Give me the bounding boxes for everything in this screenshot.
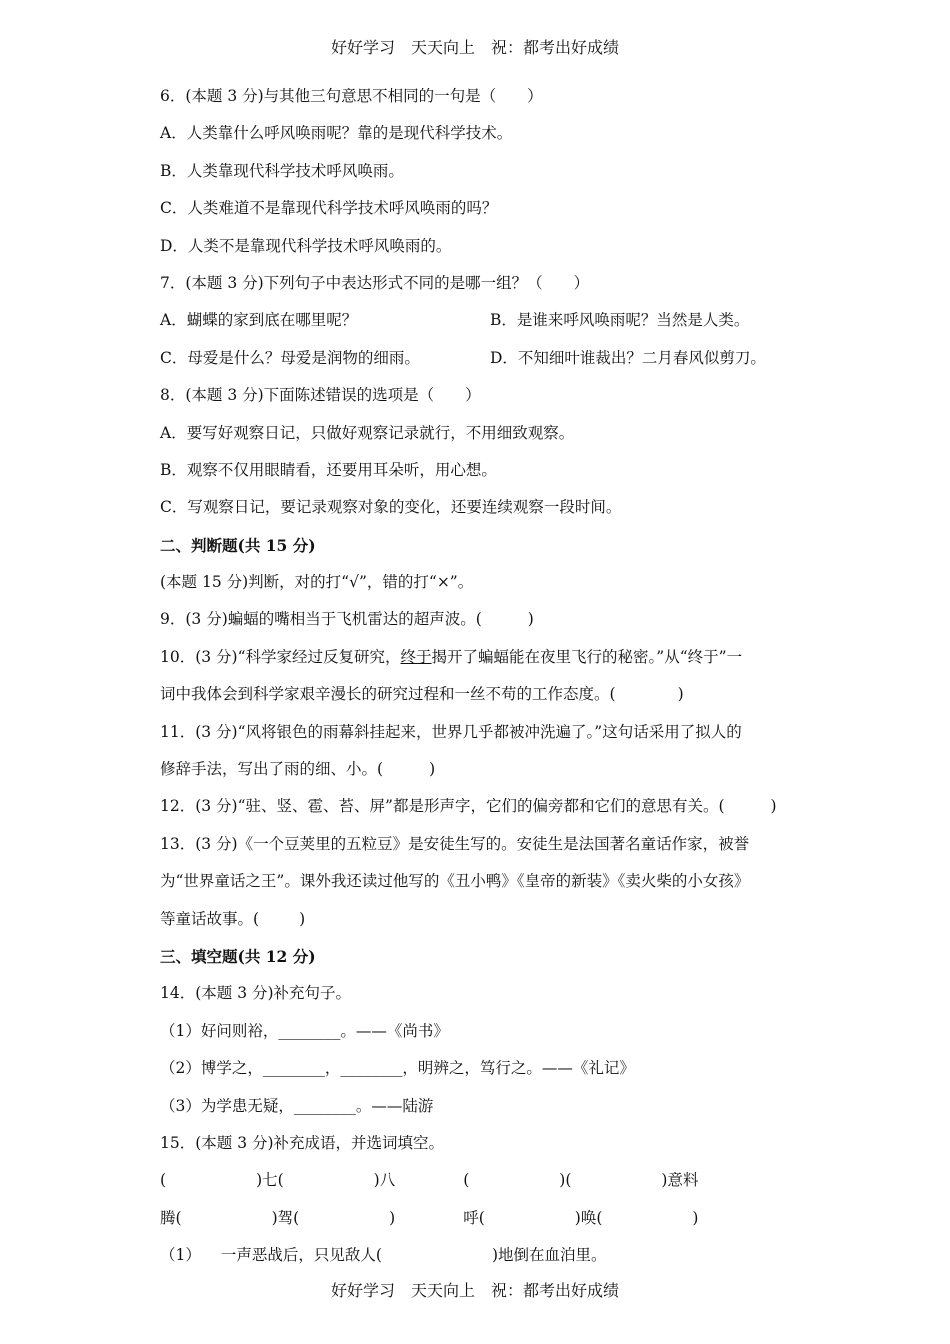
idiom-fragment: )唤( [574,1208,603,1227]
q14-item-1: （1）好问则裕，________。——《尚书》 [160,1021,449,1040]
q9-text: 9．(3 分)蝙蝠的嘴相当于飞机雷达的超声波。( [160,610,482,629]
q7-stem: 7．(本题 3 分)下列句子中表达形式不同的是哪一组？（ ） [160,273,590,292]
q15-item-1 [160,1237,820,1274]
idiom-fragment: )意料 [661,1171,699,1190]
section2-intro: (本题 15 分)判断，对的打“√”，错的打“×”。 [160,573,474,592]
q10-text-pre: 10．(3 分)“科学家经过反复研究， [160,647,401,666]
q6-option-b: B．人类靠现代科学技术呼风唤雨。 [160,161,404,180]
q15-item-1-text-post: )地倒在血泊里。 [491,1246,607,1265]
idiom-fragment: ) [692,1208,699,1227]
q7-option-d: D．不知细叶谁裁出？二月春风似剪刀。 [490,348,766,367]
q8-option-b: B．观察不仅用眼睛看，还要用耳朵听，用心想。 [160,460,497,479]
q11-text-line2: 修辞手法，写出了雨的细、小。( [160,760,384,779]
idiom-fragment: )七( [256,1171,284,1190]
q10-paren-close: ) [677,685,684,704]
q7-options-row2 [160,340,820,377]
q14-item-2: （2）博学之，________，________，明辨之，笃行之。——《礼记》 [160,1059,635,1078]
q10-line1 [160,639,820,676]
q11-paren-close: ) [429,760,436,779]
q15-item-1-label: （1） [160,1246,201,1265]
idiom-fragment: )八 [373,1171,396,1190]
q7-options-row1 [160,302,820,339]
q12-paren-close: ) [770,797,777,816]
q13-line3 [160,901,820,938]
q15-item-1-text-pre: 一声恶战后，只见敌人( [220,1246,382,1265]
q12-text: 12．(3 分)“驻、竖、雹、苔、屏”都是形声字，它们的偏旁都和它们的意思有关。( [160,797,725,816]
idiom-fragment: 腾( [160,1208,182,1227]
q7-option-b: B．是谁来呼风唤雨呢？当然是人类。 [490,311,750,330]
idiom-row-1 [160,1162,820,1199]
q11-line1: 11．(3 分)“风将银色的雨幕斜挂起来，世界几乎都被冲洗遍了。”这句话采用了拟人的 [160,722,742,741]
idiom-fragment: )( [559,1171,572,1190]
idiom-fragment: ( [463,1171,470,1190]
q8-option-a: A．要写好观察日记，只做好观察记录就行，不用细致观察。 [160,423,575,442]
q12 [160,788,820,825]
idiom-fragment: ) [389,1208,396,1227]
q6-option-a: A．人类靠什么呼风唤雨呢？靠的是现代科学技术。 [160,124,513,143]
q13-paren-close: ) [299,909,306,928]
q13-text-line3: 等童话故事。( [160,909,260,928]
q10-underlined-word: 终于 [400,647,432,666]
q7-option-c: C．母爱是什么？母爱是润物的细雨。 [160,348,420,367]
q10-line2 [160,676,820,713]
idiom-fragment: ( [160,1171,167,1190]
document-body [160,78,820,1275]
section2-title: 二、判断题(共 15 分) [160,535,316,555]
q14-stem: 14．(本题 3 分)补充句子。 [160,984,352,1003]
q6-option-d: D．人类不是靠现代科学技术呼风唤雨的。 [160,236,452,255]
q14-item-3: （3）为学患无疑，________。——陆游 [160,1096,434,1115]
q11-line2 [160,751,820,788]
q7-option-a: A．蝴蝶的家到底在哪里呢？ [160,311,358,330]
idiom-row-2 [160,1200,820,1237]
q10-text-post: 揭开了蝙蝠能在夜里飞行的秘密。”从“终于”一 [431,647,743,666]
q8-option-c: C．写观察日记，要记录观察对象的变化，还要连续观察一段时间。 [160,498,622,517]
q9-paren-close: ) [527,610,534,629]
page-footer: 好好学习 天天向上 祝：都考出好成绩 [330,1281,619,1300]
q13-line2: 为“世界童话之王”。课外我还读过他写的《丑小鸭》《皇帝的新装》《卖火柴的小女孩》 [160,872,750,891]
q8-stem: 8．(本题 3 分)下面陈述错误的选项是（ ） [160,386,481,405]
q9 [160,601,820,638]
q6-stem: 6．(本题 3 分)与其他三句意思不相同的一句是（ ） [160,87,543,105]
q15-stem: 15．(本题 3 分)补充成语，并选词填空。 [160,1133,445,1152]
q13-line1: 13．(3 分)《一个豆荚里的五粒豆》是安徒生写的。安徒生是法国著名童话作家，被誉 [160,834,750,853]
q10-text-line2: 词中我体会到科学家艰辛漫长的研究过程和一丝不苟的工作态度。( [160,685,616,704]
section3-title: 三、填空题(共 12 分) [160,946,316,966]
page-header: 好好学习 天天向上 祝：都考出好成绩 [330,38,619,57]
idiom-fragment: )驾( [271,1208,300,1227]
q6-option-c: C．人类难道不是靠现代科学技术呼风唤雨的吗？ [160,199,498,218]
idiom-fragment: 呼( [463,1208,485,1227]
